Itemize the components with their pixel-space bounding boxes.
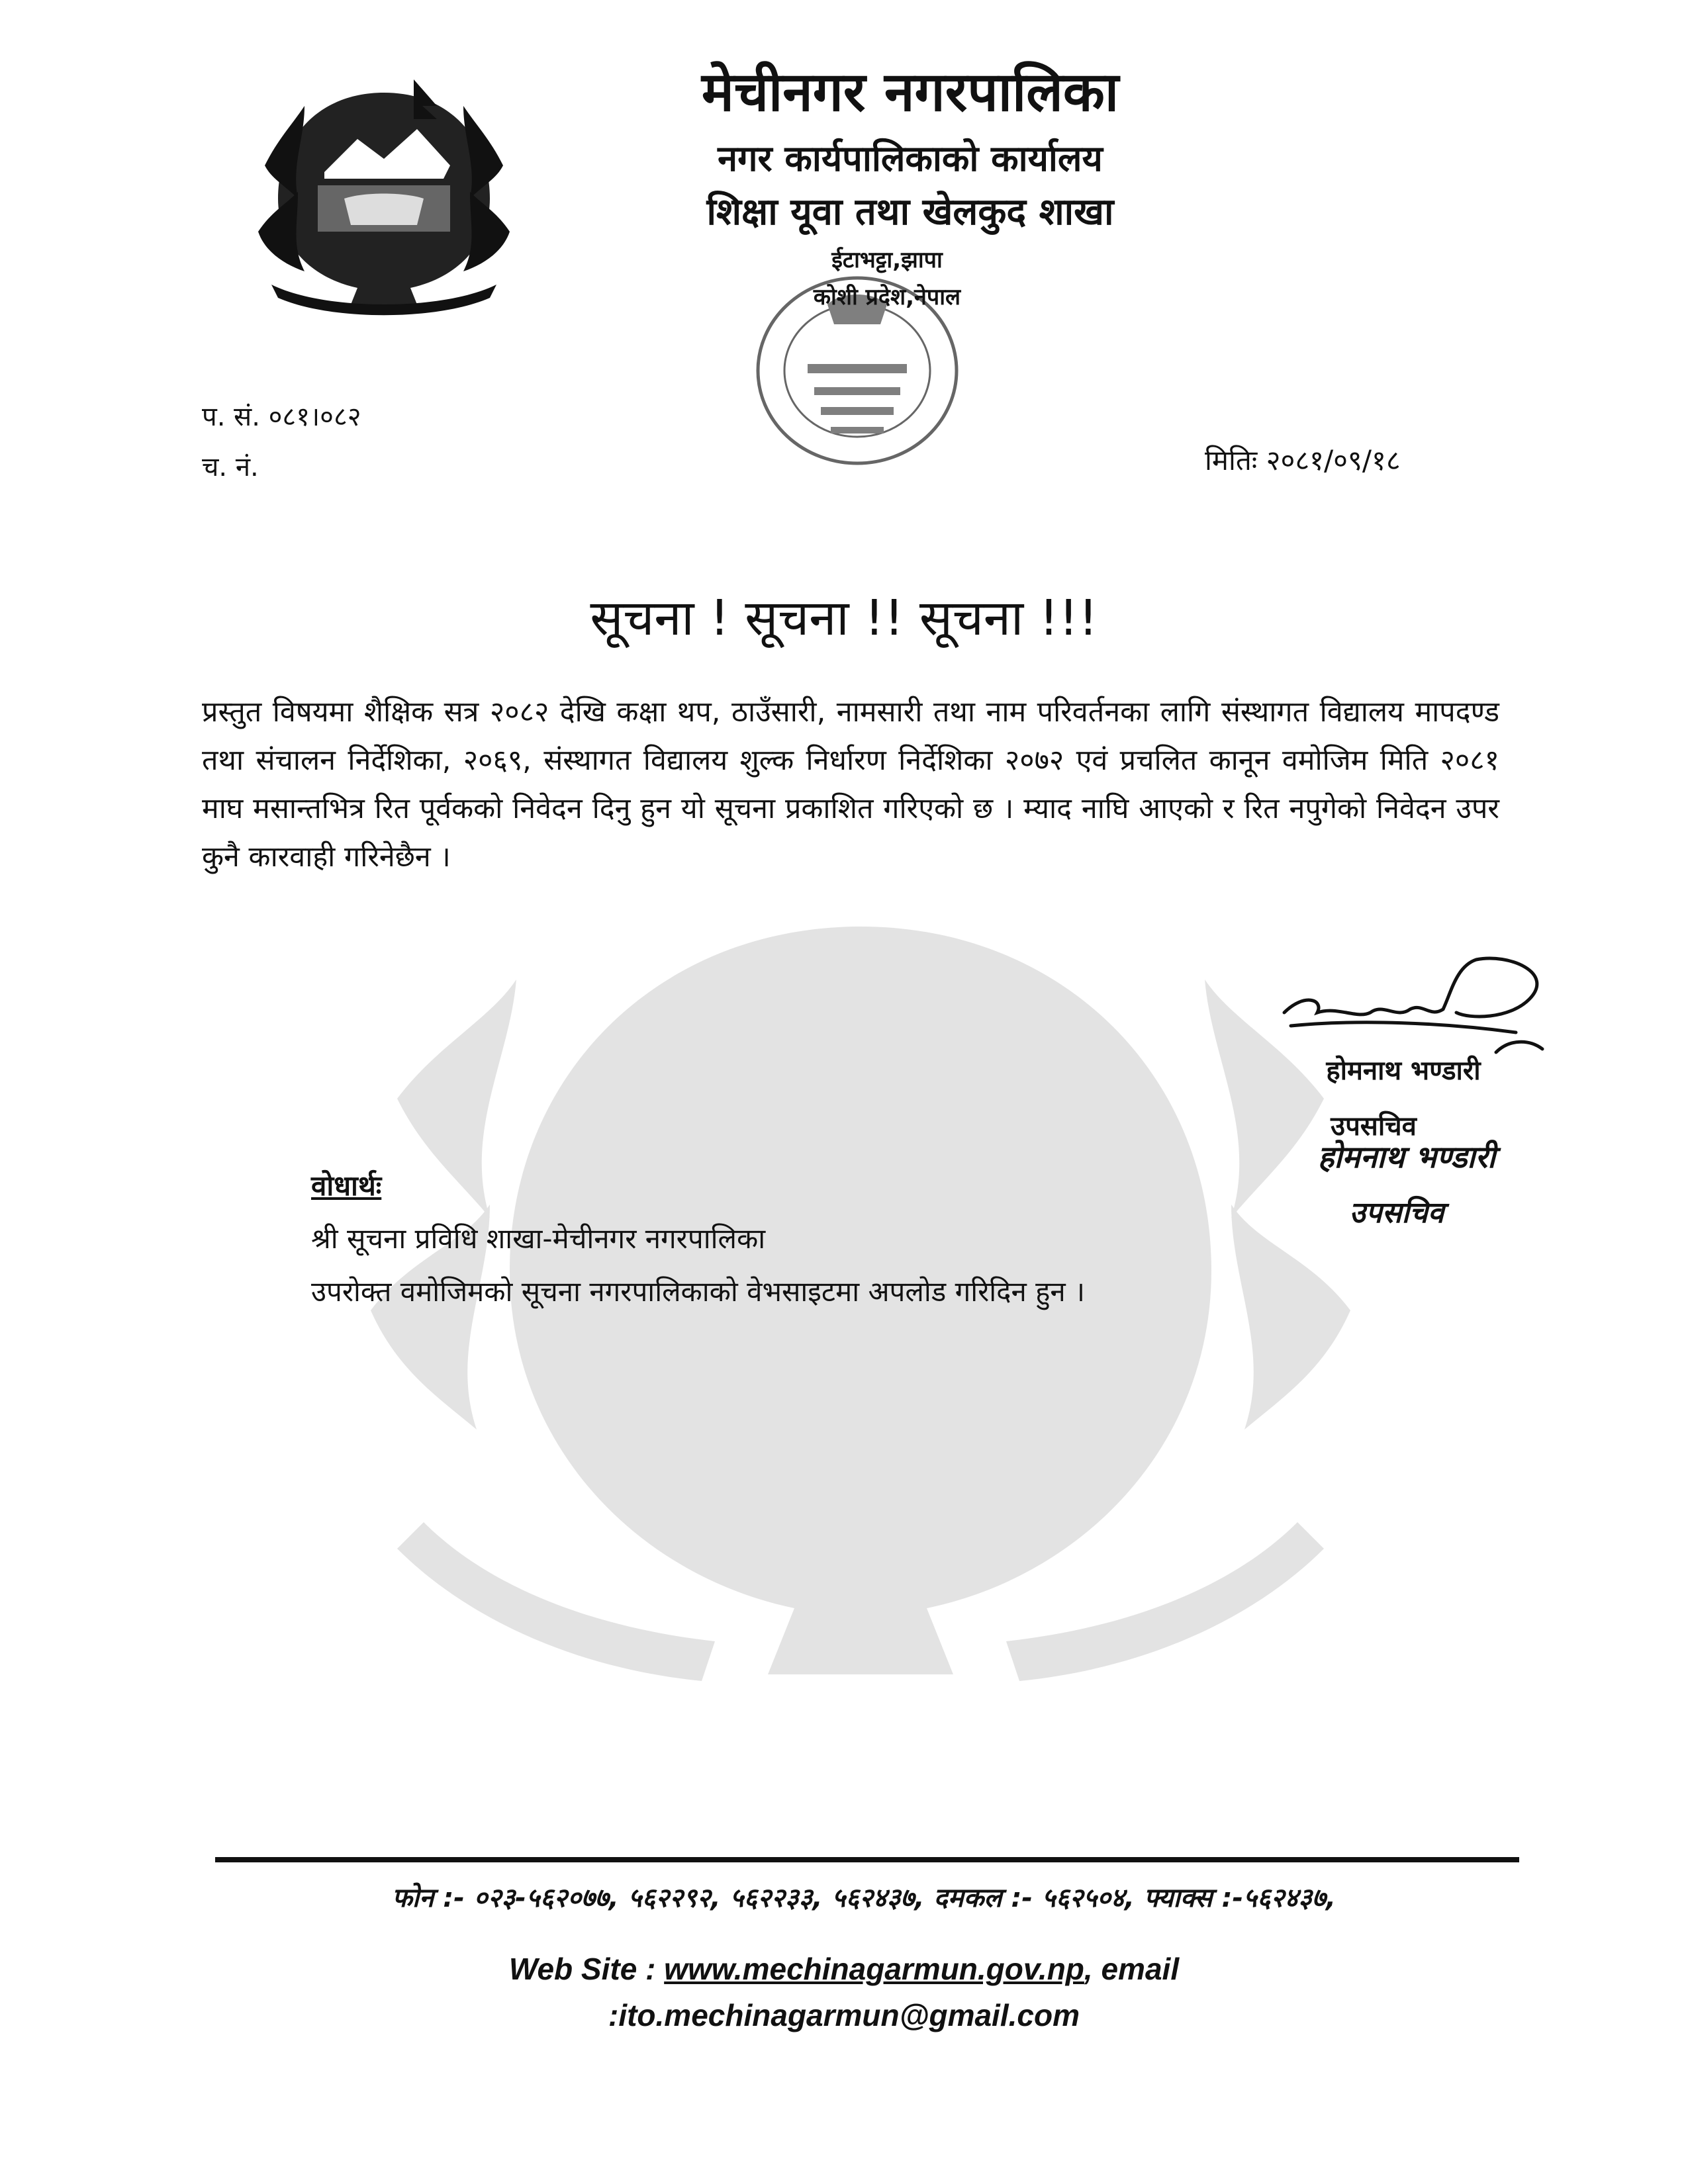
branch-name: शिक्षा यूवा तथा खेलकुद शाखा [706,191,1114,234]
reference-number: प. सं. ०८१।०८२ [202,402,361,432]
address-line-2: कोशी प्रदेश,नेपाल [813,284,961,310]
address-line-1: ईटाभट्टा,झापा [831,247,943,273]
office-name: नगर कार्यपालिकाको कार्यालय [718,138,1103,179]
title-stamp: उपसचिव [1349,1196,1444,1230]
letter-date: मितिः २०८१/०९/१८ [1205,444,1401,477]
footer-website-line [0,1951,1688,1987]
cc-instruction: उपरोक्त वमोजिमको सूचना नगरपालिकाको वेभसाइटमा अपलोड गरिदिन हुन । [311,1275,1085,1308]
website-link[interactable]: www.mechinagarmun.gov.np [664,1952,1084,1986]
dispatch-number: च. नं. [202,452,259,482]
org-name-heading: मेचीनगर नगरपालिका [701,61,1119,124]
watermark-emblem [291,847,1430,1774]
signer-name: होमनाथ भण्डारी [1326,1056,1481,1086]
notice-title: सूचना ! सूचना !! सूचना !!! [590,590,1098,647]
website-label: Web Site : [508,1952,665,1986]
footer-contact-numbers: फोन :- ०२३-५६२०७७, ५६२२९२, ५६२२३३, ५६२४३७, दमकल :- ५६२५०४, फ्याक्स :-५६२४३७, [391,1883,1336,1913]
signer-title: उपसचिव [1331,1111,1417,1142]
notice-body: प्रस्तुत विषयमा शैक्षिक सत्र २०८२ देखि कक्षा थप, ठाउँसारी, नामसारी तथा नाम परिवर्तनका लागि संस्थागत विद्यालय मापदण्ड तथा संचालन निर्देशिका, २०६९, संस्थागत विद्यालय शुल्क निर्धारण निर्देशिका २०७२ एवं प्रचलित कानून वमोजिम मिति २०८१ माघ मसान्तभित्र रित पूर्वकको निवेदन दिनु हुन यो सूचना प्रकाशित गरिएको छ । म्याद नाघि आएको र रित नपुगेको निवेदन उपर कुनै कारवाही गरिनेछैन । [202,696,1499,874]
footer-divider [215,1857,1519,1862]
email-label: , email [1084,1952,1180,1986]
footer-email[interactable]: :ito.mechinagarmun@gmail.com [608,1998,1080,2032]
cc-heading: वोधार्थः [311,1169,382,1202]
name-stamp: होमनाथ भण्डारी [1317,1139,1496,1175]
cc-recipient: श्री सूचना प्रविधि शाखा-मेचीनगर नगरपालिका [311,1222,766,1255]
